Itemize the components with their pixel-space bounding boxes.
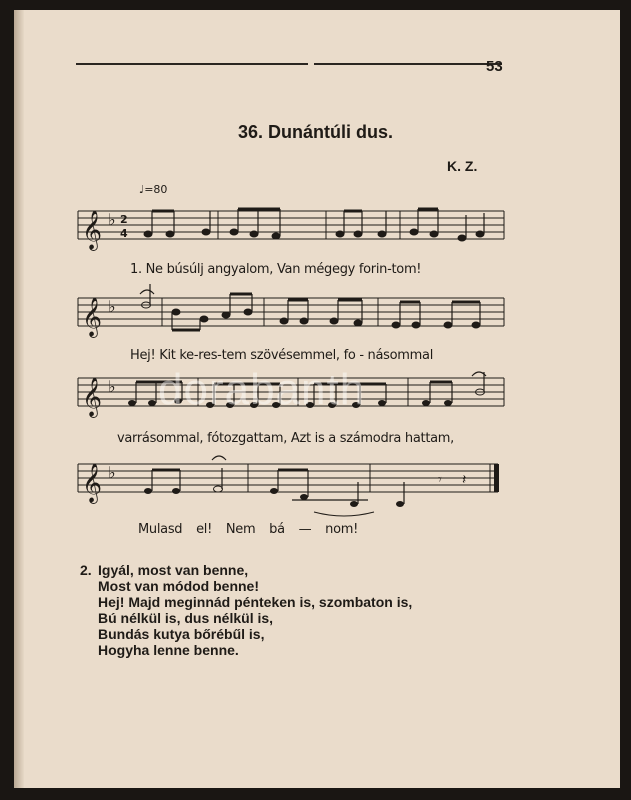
svg-text:♭: ♭ <box>108 463 116 482</box>
svg-text:♭: ♭ <box>108 210 116 229</box>
quarter-note-icon: ♩ <box>139 183 145 196</box>
header-rule-left <box>76 63 308 65</box>
treble-clef-icon: 𝄞 <box>82 463 103 503</box>
verse-number: 2. <box>80 562 92 578</box>
verse-line: Most van módod benne! <box>98 578 259 594</box>
verse-line: Igyál, most van benne, <box>98 562 249 578</box>
lyric-line-1: 1. Ne búsúlj angyalom, Van mégegy forin-tom! <box>130 262 422 277</box>
verse-line: Bú nélkül is, dus nélkül is, <box>98 610 274 626</box>
svg-text:♭: ♭ <box>108 297 116 316</box>
second-verse <box>80 562 413 658</box>
treble-clef-icon: 𝄞 <box>82 297 103 337</box>
verse-line: Hogyha lenne benne. <box>98 642 239 658</box>
treble-clef-icon: 𝄞 <box>82 210 103 250</box>
lyric-line-3: varrásommal, fótozgattam, Azt is a számodra hattam, <box>117 431 454 446</box>
header-rule-right <box>314 63 502 65</box>
svg-text:𝄽: 𝄽 <box>462 472 467 488</box>
song-title: 36. Dunántúli dus. <box>237 122 393 142</box>
watermark: dorabanth <box>158 365 366 414</box>
page-number: 53 <box>486 58 503 75</box>
music-staff-2 <box>78 290 504 350</box>
svg-text:2: 2 <box>120 213 128 226</box>
music-staff-4 <box>78 456 504 516</box>
verse-line: Hej! Majd meginnád pénteken is, szombaton is, <box>98 594 413 610</box>
verse-line: Bundás kutya bőrébűl is, <box>98 626 265 642</box>
tempo-marking: ♩=80 <box>139 183 168 196</box>
svg-text:4: 4 <box>120 227 128 240</box>
svg-text:𝄾: 𝄾 <box>438 472 442 488</box>
treble-clef-icon: 𝄞 <box>82 377 103 417</box>
svg-text:♭: ♭ <box>108 377 116 396</box>
song-author: K. Z. <box>447 158 478 174</box>
lyric-line-4: Mulasd el! Nem bá — nom! <box>138 522 359 537</box>
music-staff-1 <box>78 203 504 263</box>
lyric-line-2: Hej! Kit ke-res-tem szövésemmel, fo - násommal <box>130 348 433 363</box>
